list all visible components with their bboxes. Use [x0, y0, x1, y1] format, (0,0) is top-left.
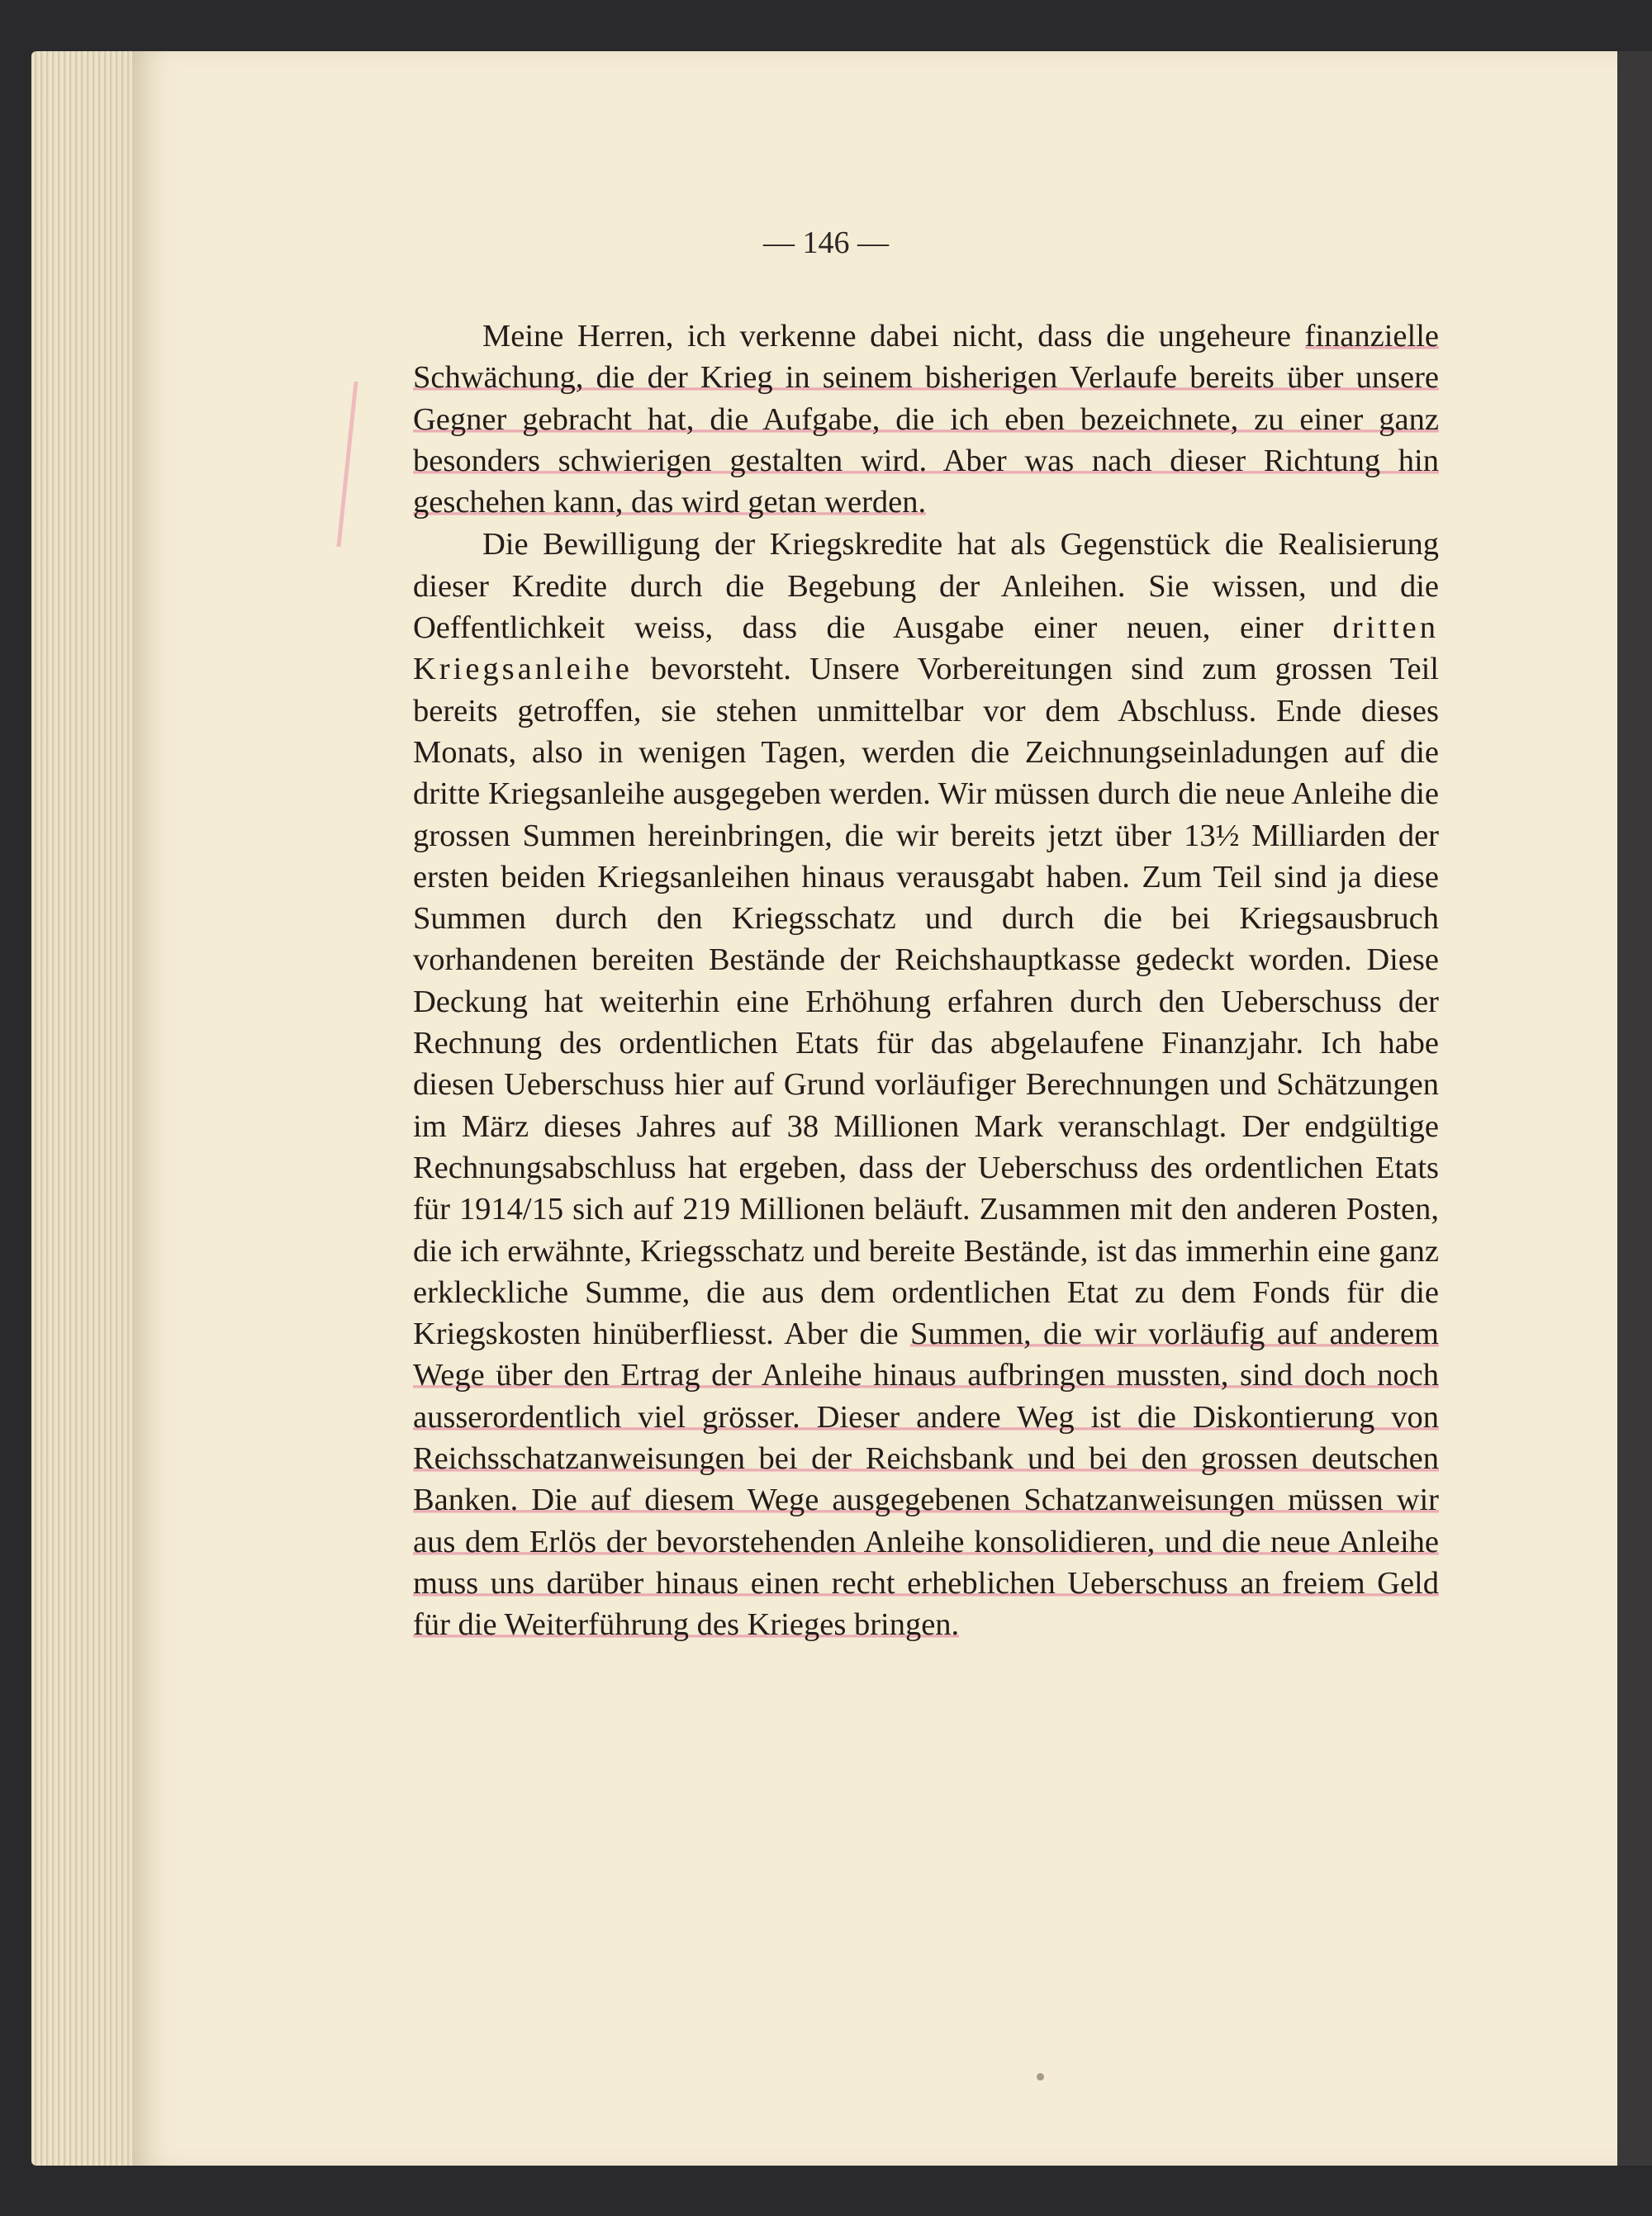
text-segment: bevorsteht. Unsere Vorbereitungen sind zum grossen Teil bereits getroffen, sie stehen unmittelbar vor dem Abschluss. Ende dieses Monats, also in wenigen Tagen, werden die Zeichnungseinladungen auf die dritte Kriegsanleihe ausgegeben werden. Wir müssen durch die neue Anleihe die grossen Summen hereinbringen, die wir bereits jetzt über 13½ Milliarden der ersten beiden Kriegsanleihen hinaus verausgabt haben. Zum Teil sind ja diese Summen durch den Kriegsschatz und durch die bei Kriegsausbruch vorhandenen bereiten Bestände der Reichshauptkasse gedeckt worden. Diese Deckung hat weiterhin eine Erhöhung erfahren durch den Ueberschuss der Rechnung des ordentlichen Etats für das abgelaufene Finanzjahr. Ich habe diesen Ueberschuss hier auf Grund vorläufiger Berechnungen und Schätzungen im März dieses Jahres auf 38 Millionen Mark veranschlagt. Der endgültige Rechnungsabschluss hat ergeben, dass der Ueberschuss des ordentlichen Etats für 1914/15 sich auf 219 Millionen beläuft. Zusammen mit den anderen Posten, die ich erwähnte, Kriegsschatz und bereite Bestände, ist das immerhin eine ganz erkleckliche Summe, die aus dem ordentlichen Etat zu dem Fonds für die Kriegskosten hinüberfliesst. Aber die [413, 652, 1439, 1352]
text-segment: Meine Herren, ich verkenne dabei nicht, dass die ungeheure [482, 319, 1305, 354]
highlighted-text: finanzielle Schwächung, die der Krieg in seinem bisherigen Verlaufe bereits über unsere Gegner gebracht hat, die Aufgabe, die ich eben bezeichnete, zu einer ganz besonders schwierigen gestalten wird. Aber was nach dieser Richtung hin geschehen kann, das wird getan werden. [413, 319, 1439, 520]
highlighted-text: Summen, die wir vorläufig auf anderem Wege über den Ertrag der Anleihe hinaus aufbringen mussten, sind doch noch ausserordentlich viel grösser. Dieser andere Weg ist die Diskontierung von Reichsschatzanweisungen bei der Reichsbank und bei den grossen deutschen Banken. Die auf diesem Wege ausgegebenen Schatzanweisungen müssen wir aus dem Erlös der bevorstehenden Anleihe konsolidieren, und die neue Anleihe muss uns darüber hinaus einen recht erheblichen Ueberschuss an freiem Geld für die Weiterführung des Krieges bringen. [413, 1317, 1439, 1643]
paragraph-2 [413, 524, 1439, 1645]
scan-background [1617, 51, 1652, 2166]
paper-speck [1037, 2073, 1044, 2081]
paragraph-1 [413, 316, 1439, 523]
text-segment: Die Bewilligung der Kriegskredite hat als Gegenstück die Realisierung dieser Kredite durch die Begebung der Anleihen. Sie wissen, und die Oeffentlichkeit weiss, dass die Ausgabe einer neuen, einer [413, 527, 1439, 646]
body-text [413, 316, 1439, 1646]
page-number: — 146 — [763, 225, 889, 260]
spaced-emphasis-text: dritten Kriegsanleihe [413, 610, 1439, 687]
